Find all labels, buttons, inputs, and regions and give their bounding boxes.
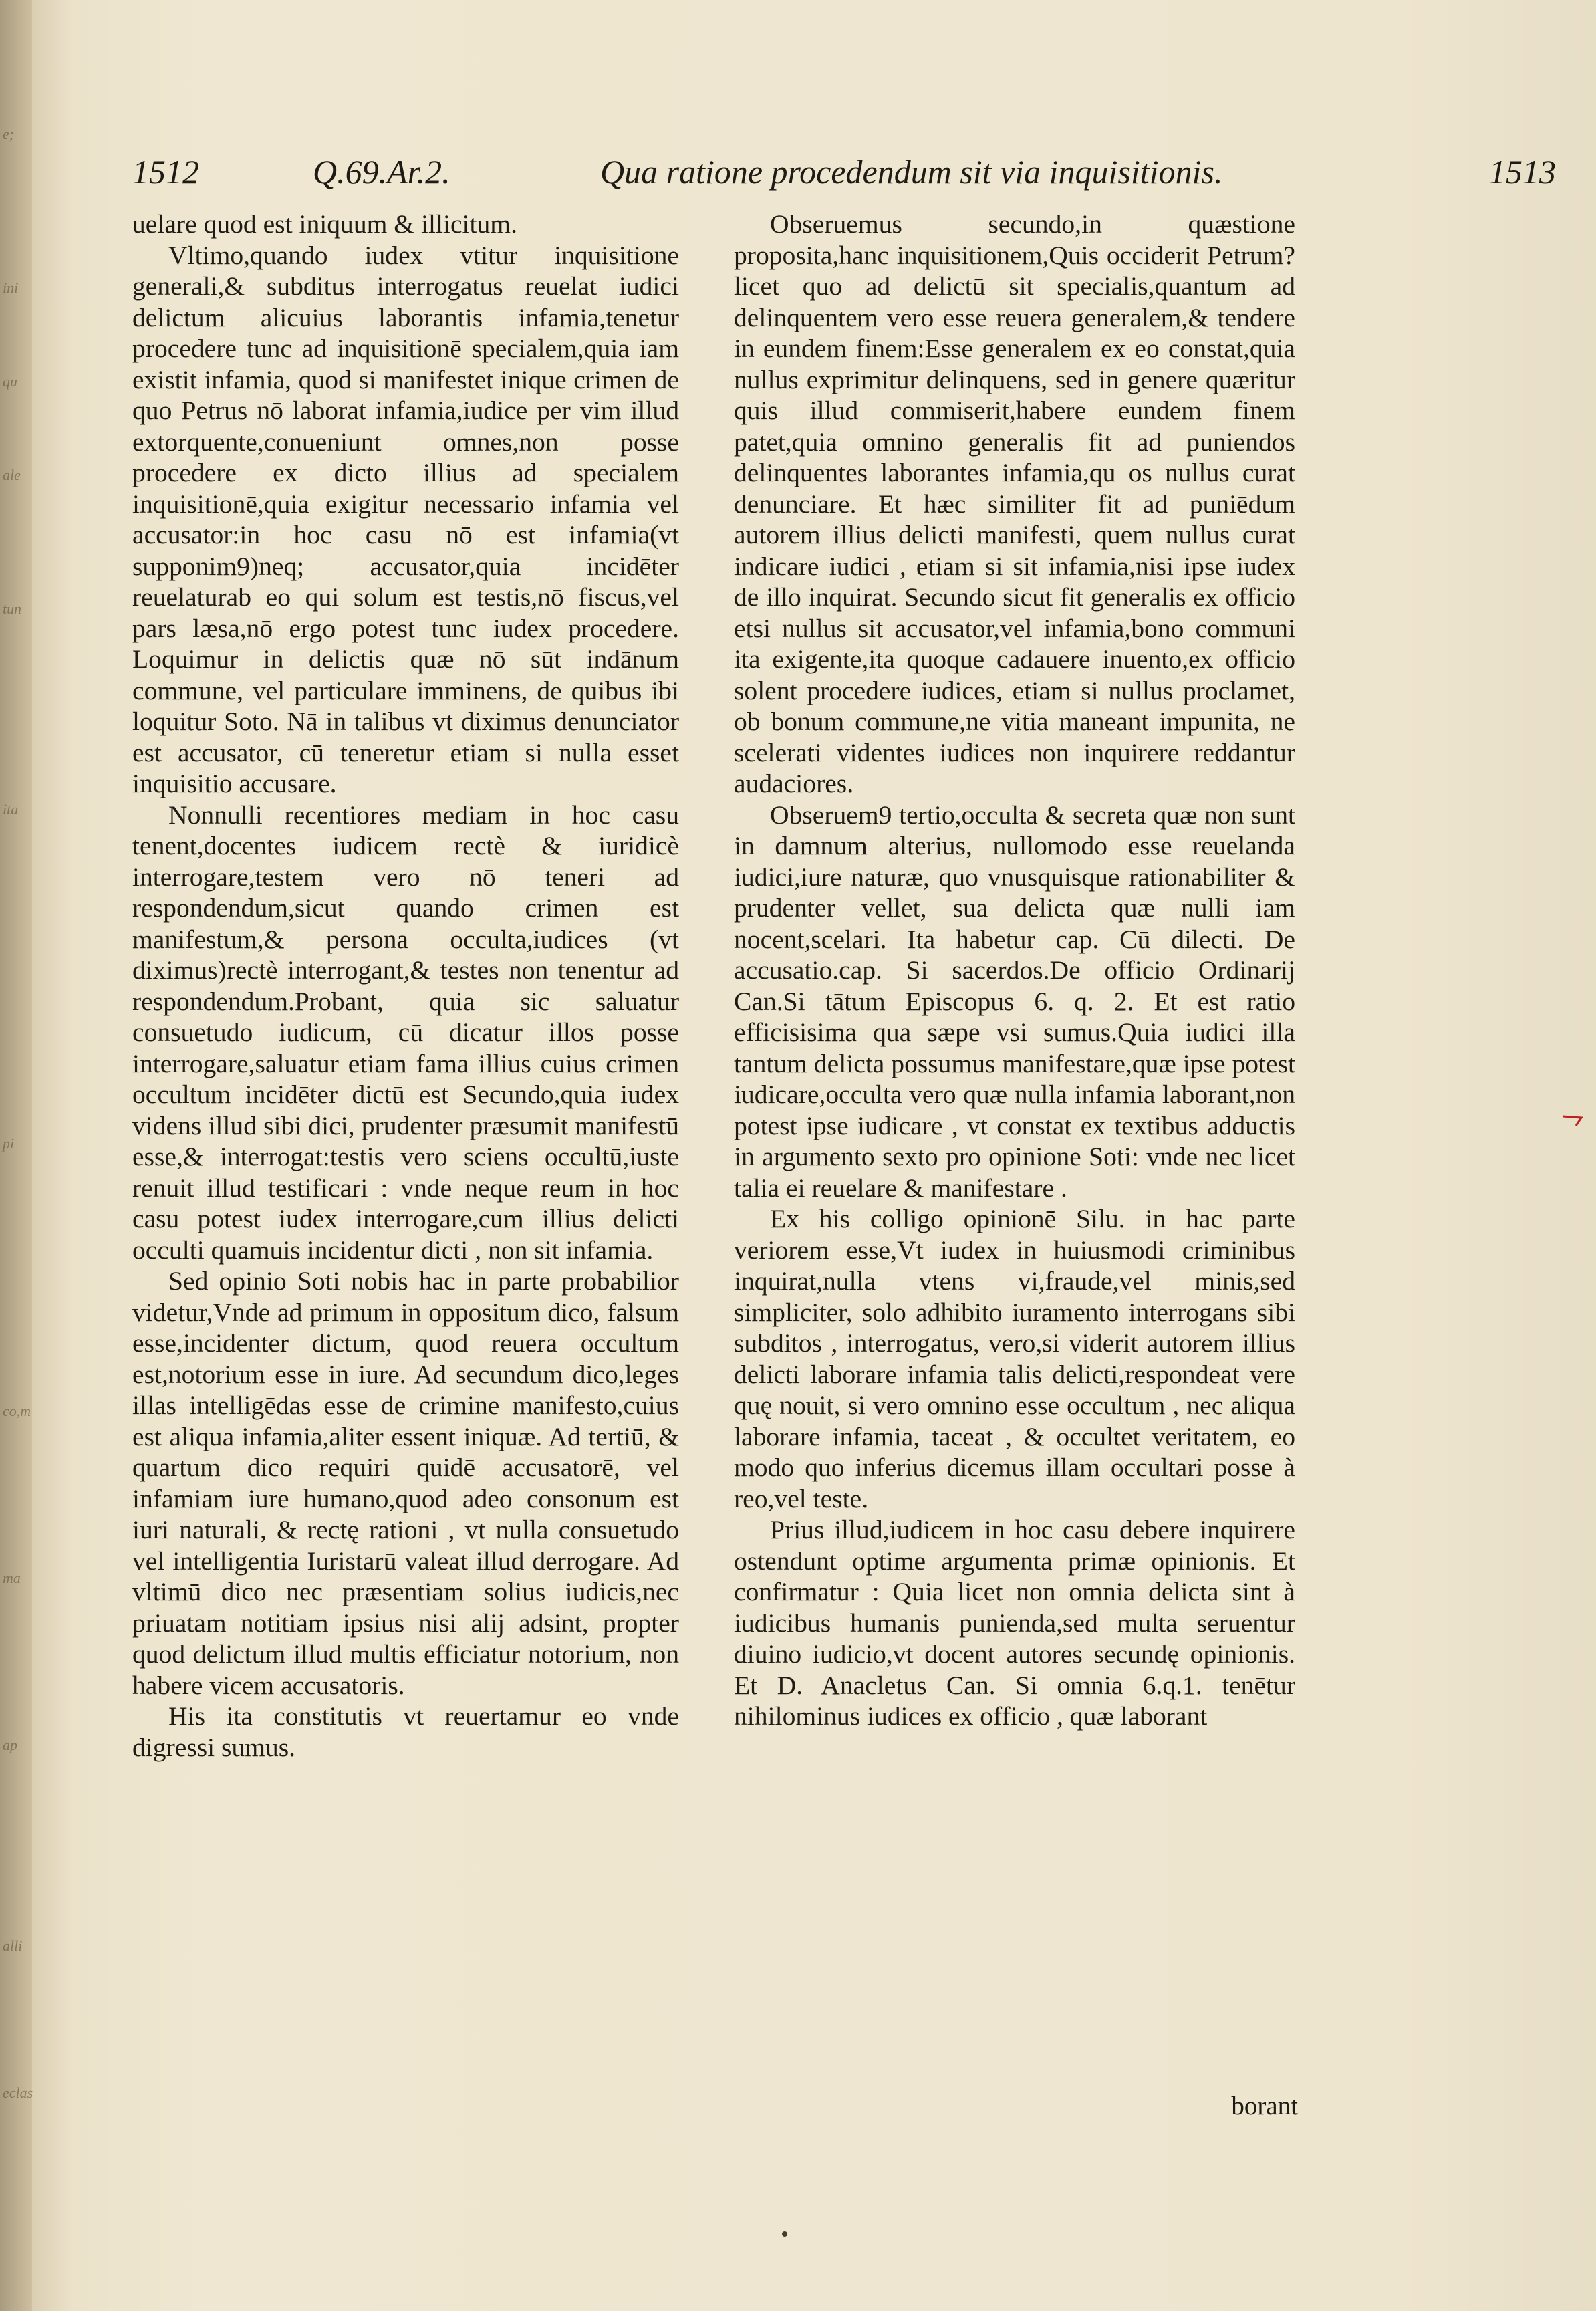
- bleed-through-text: alli: [3, 1937, 23, 1954]
- bleed-through-text: pi: [3, 1135, 15, 1152]
- running-header: [132, 152, 1556, 199]
- question-article-ref: Q.69.Ar.2.: [313, 153, 450, 191]
- paragraph: His ita constitutis vt reuertamur eo vnde digressi sumus.: [132, 1701, 679, 1762]
- bleed-through-text: ap: [3, 1737, 17, 1753]
- page-number-right: 1513: [1489, 153, 1556, 191]
- bleed-through-text: e;: [3, 126, 15, 142]
- bleed-through-text: eclas: [3, 2084, 33, 2101]
- paragraph: uelare quod est iniquum & illicitum.: [132, 209, 517, 239]
- bleed-through-text: ma: [3, 1570, 21, 1586]
- bleed-through-text: co,m: [3, 1403, 31, 1419]
- paragraph: Vltimo,quando iudex vtitur inquisitione generali,& subditus interrogatus reuelat iudici delictum alicuius laborantis infamia,tenetur procedere tunc ad inquisitionē specialem,quia iam existit infamia, quod si manifestet inique crimen de quo Petrus nō laborat infamia,iudice per vim illud extorquente,conueniunt omnes,non posse procedere ex dicto illius ad specialem inquisitionē,quia exigitur necessario infamia vel accusator:in hoc casu nō est infamia(vt supponim9)neq; accusator,quia incidēter reuelaturab eo qui solum est testis,nō fiscus,vel pars læsa,nō ergo potest tunc iudex procedere. Loquimur in delictis quæ nō sūt indānum commune, vel particulare imminens, de quibus ibi loquitur Soto. Nā in talibus vt diximus denunciator est accusator, cū teneretur etiam si nulla esset inquisitio accusare.: [132, 240, 679, 798]
- paragraph: Sed opinio Soti nobis hac in parte probabilior videtur,Vnde ad primum in oppositum dico, falsum esse,incidenter dictum, quod reuera occultum est,notorium esse in iure. Ad secundum dico,leges illas intelligēdas esse de crimine manifesto,cuius est aliqua infamia,aliter essent iniquæ. Ad tertiū, & quartum dico requiri quidē accusatorē, vel infamiam iure humano,quod adeo consonum est iuri naturali, & rectę rationi , vt nulla consuetudo vel intelligentia Iuristarū valeat illud derrogare. Ad vltimū dico nec præsentiam solius iudicis,nec priuatam notitiam ipsius nisi alij adsint, propter quod delictum illud multis efficiatur notorium, non habere vicem accusatoris.: [132, 1266, 679, 1700]
- paragraph: Obseruem9 tertio,occulta & secreta quæ non sunt in damnum alterius, nullomodo esse reuelanda iudici,iure naturæ, quo vnusquisque rationabiliter & prudenter vellet, sua delicta quæ nulli iam nocent,scelari. Ita habetur cap. Cū dilecti. De accusatio.cap. Si sacerdos.De officio Ordinarij Can.Si tātum Episcopus 6. q. 2. Et est ratio efficisisima qua sæpe vsi sumus.Quia iudici illa tantum delicta possumus manifestare,quæ ipse potest iudicare,occulta vero quæ nulla infamia laborant,non potest ipse iudicare , vt constat ex textibus adductis in argumento sexto pro opinione Soti: vnde nec licet talia ei reuelare & manifestare .: [734, 800, 1295, 1203]
- paragraph: Obseruemus secundo,in quæstione proposita,hanc inquisitionem,Quis occiderit Petrum?licet quo ad delictū sit specialis,quantum ad delinquentem vero esse reuera generalem,& tendere in eundem finem:Esse generalem ex eo constat,quia nullus exprimitur delinquens, sed in genere quæritur quis illud commiserit,habere eundem finem patet,quia omnino generalis fit ad puniendos delinquentes laborantes infamia,qu os nullus curat denunciare. Et hæc similiter fit ad puniēdum autorem illius delicti manifesti, quem nullus curat indicare iudici , etiam si sit infamia,nisi ipse iudex de illo inquirat. Secundo sicut fit generalis ex officio etsi nullus sit accusator,vel infamia,bono communi ita exigente,ita quoque cadauere inuento,ex officio solent procedere iudices, etiam si nullus proclamet, ob bonum commune,ne vitia maneant impunita, ne scelerati videntes iudices non inquirere reddantur audaciores.: [734, 209, 1295, 798]
- bleed-through-text: ita: [3, 801, 19, 818]
- red-margin-mark: [1561, 1111, 1588, 1128]
- running-title: Qua ratione procedendum sit via inquisitionis.: [600, 153, 1223, 191]
- paragraph: Ex his colligo opinionē Silu. in hac parte veriorem esse,Vt iudex in huiusmodi criminibus inquirat,nulla vtens vi,fraude,vel minis,sed simpliciter, solo adhibito iuramento interrogans sibi subditos , interrogatus, vero,si viderit autorem illius delicti laborare infamia talis delicti,respondeat vere quę nouit, si vero omnino esse occultum , nec aliqua laborare infamia, taceat , & occultet veritatem, eo modo quo inferius dicemus illam occultari posse à reo,vel teste.: [734, 1204, 1295, 1513]
- bleed-through-text: tun: [3, 600, 22, 617]
- bleed-through-text: ini: [3, 279, 19, 296]
- right-text-column: [734, 209, 1295, 1732]
- facing-page-gutter: [0, 0, 32, 2311]
- paragraph: Prius illud,iudicem in hoc casu debere inquirere ostendunt optime argumenta primæ opinionis. Et confirmatur : Quia licet non omnia delicta sint à iudicibus humanis punienda,sed multa seruentur diuino iudicio,vt docent autores secundę opinionis. Et D. Anacletus Can. Si omnia 6.q.1. tenētur nihilominus iudices ex officio , quæ laborant: [734, 1515, 1295, 1731]
- left-text-column: [132, 209, 679, 1763]
- ink-speck: [782, 2231, 787, 2237]
- bleed-through-text: ale: [3, 467, 21, 483]
- catchword: borant: [1231, 2092, 1298, 2120]
- bleed-through-text: qu: [3, 373, 17, 390]
- paragraph: Nonnulli recentiores mediam in hoc casu tenent,docentes iudicem rectè & iuridicè interrogare,testem vero nō teneri ad respondendum,sicut quando crimen est manifestum,& persona occulta,iudices (vt diximus)rectè interrogant,& testes non tenentur ad respondendum.Probant, quia sic saluatur consuetudo iudicum, cū dicatur illos posse interrogare,saluatur etiam fama illius cuius crimen occultum incidēter dictū est Secundo,quia iudex videns illud sibi dici, prudenter præsumit manifestū esse,& interrogat:testis vero sciens occultū,iuste renuit illud testificari : vnde neque reum in hoc casu potest iudex interrogare,cum illius delicti occulti quamuis incidentur dicti , non sit infamia.: [132, 800, 679, 1265]
- page-number-left: 1512: [132, 153, 199, 191]
